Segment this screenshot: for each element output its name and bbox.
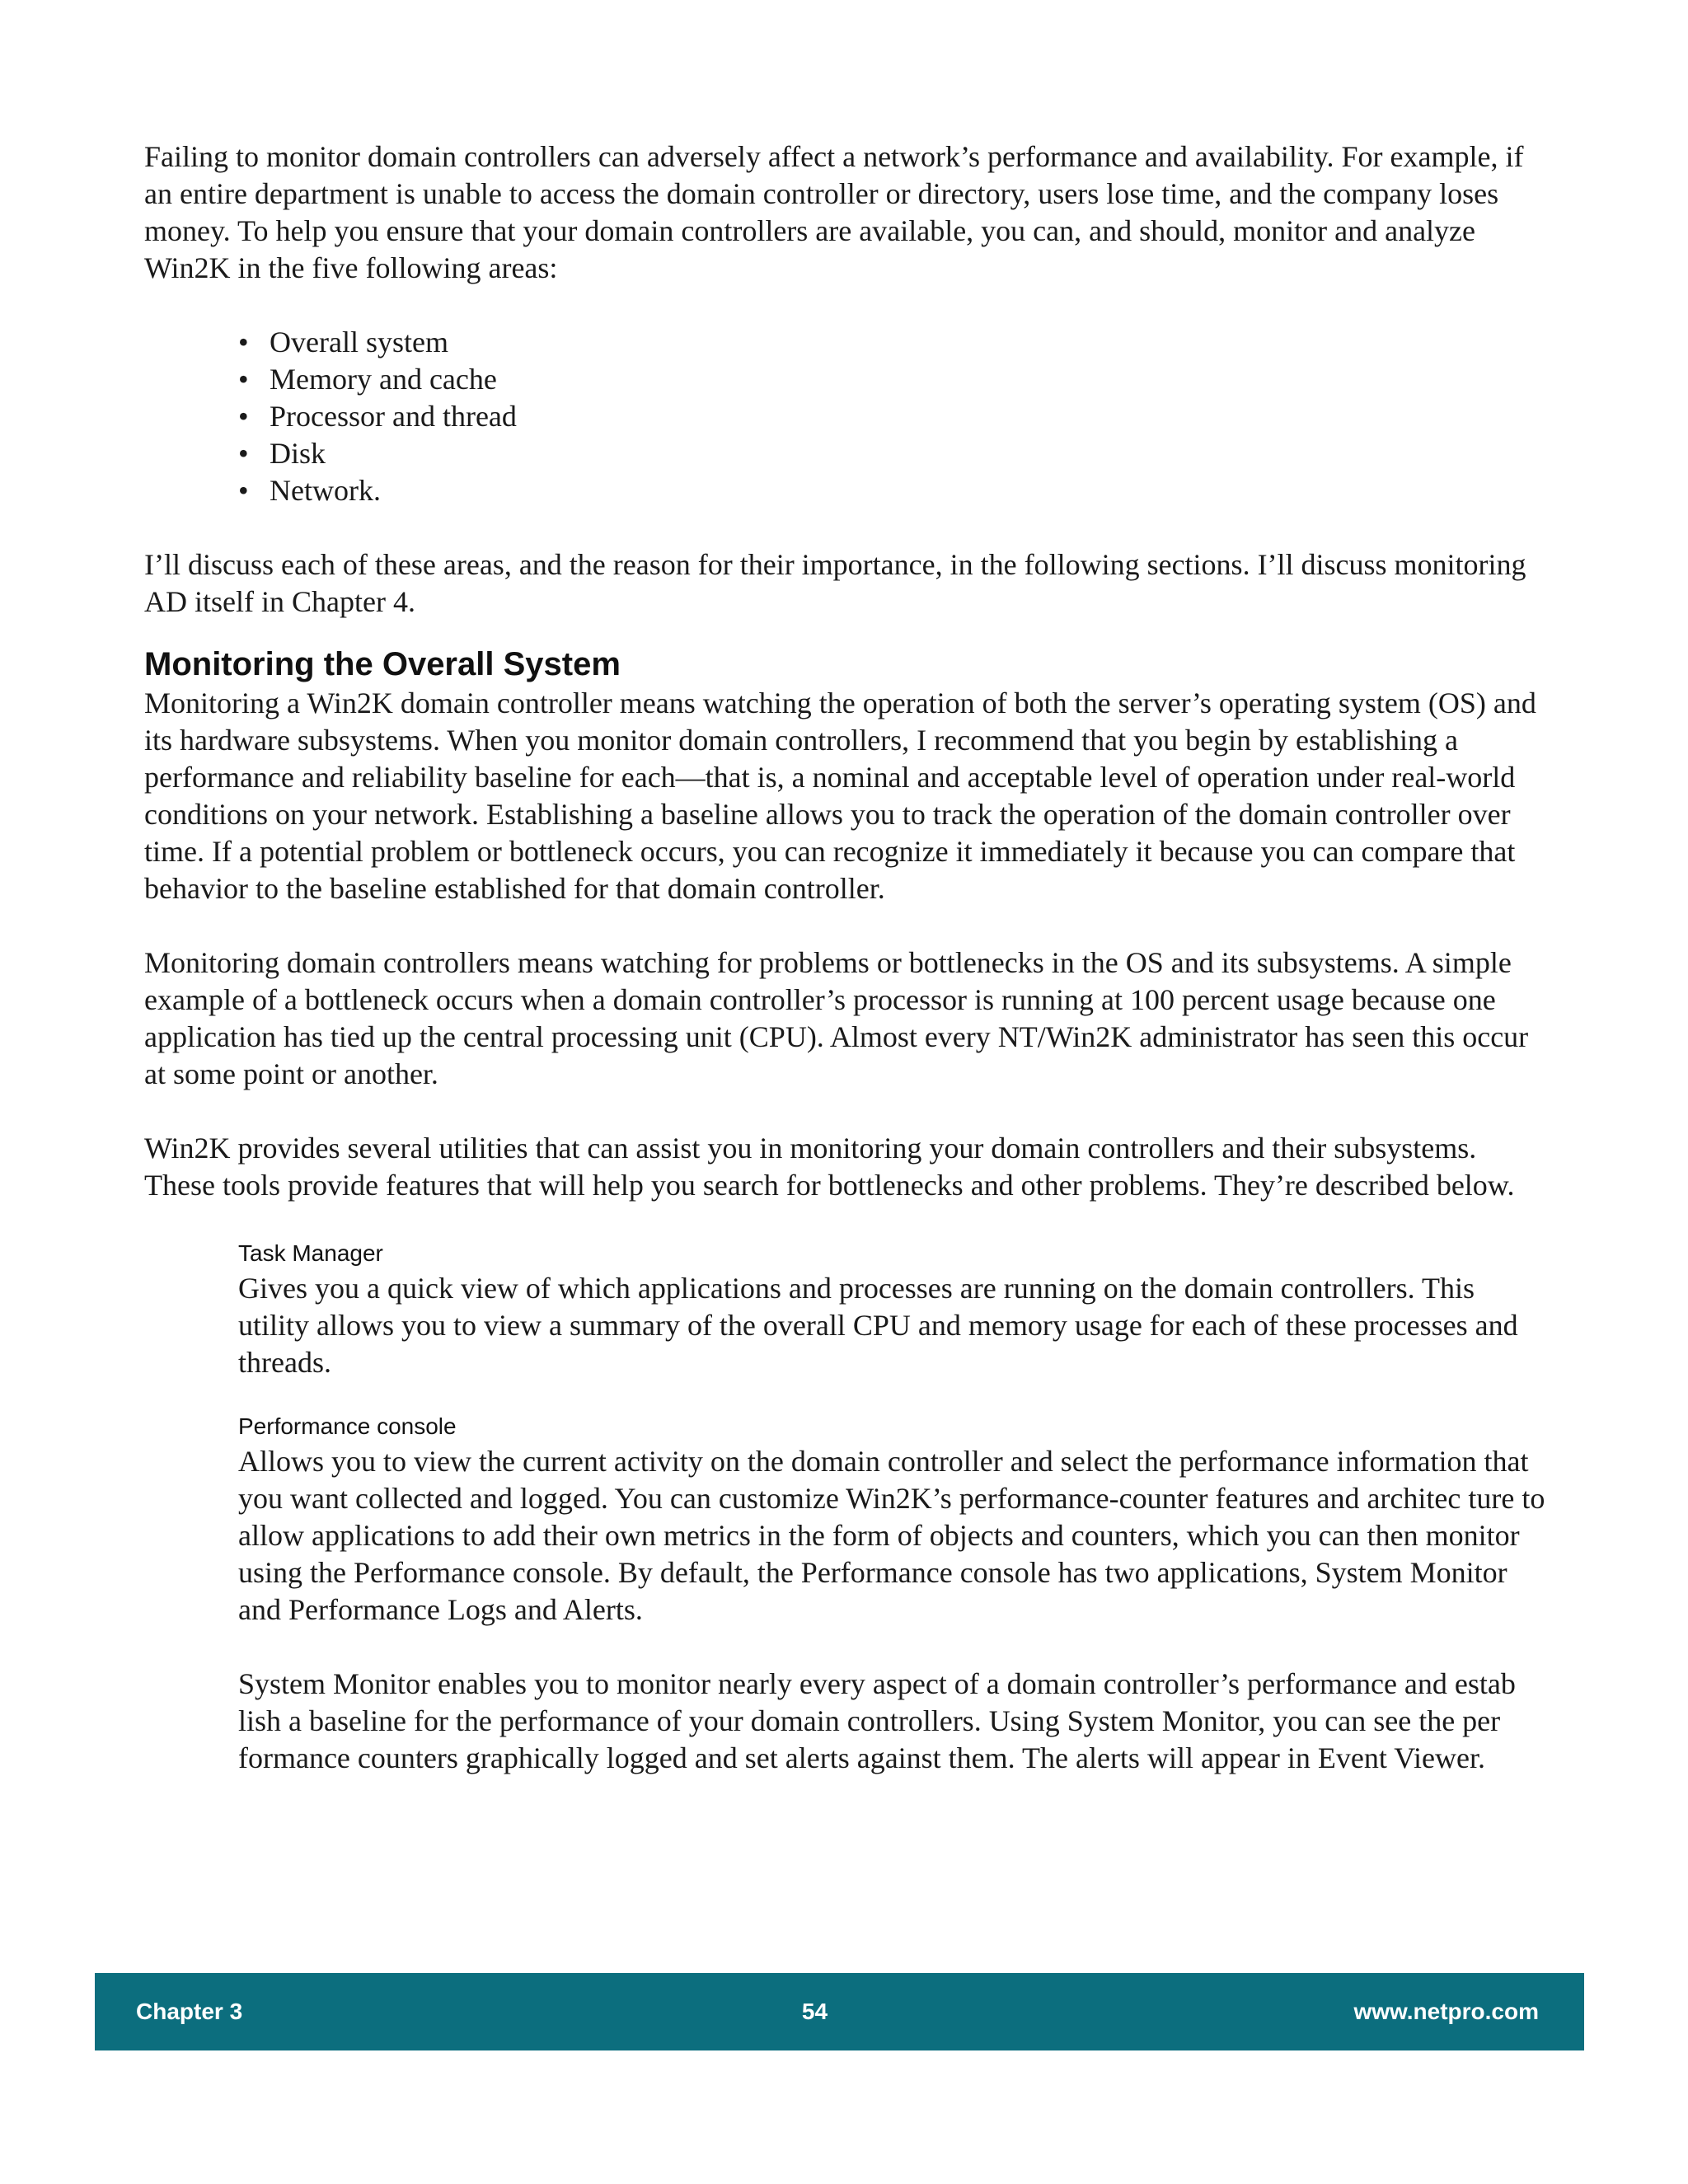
body-paragraph: Monitoring domain controllers means watching for problems or bottlenecks in the OS and its subsystems. A simple example of a bottleneck occurs when a domain controller’s processor is running at 100 percent usage because one application has tied up the central processing unit (CPU). Almost every NT/Win2K administrator has seen this occur at some point or another.: [144, 946, 1529, 1090]
list-item: • Processor and thread: [238, 398, 1545, 435]
tool-description: System Monitor enables you to monitor nearly every aspect of a domain controller’s performance and estab lish a baseline for the performance of your domain controllers. Using System Monitor, you can see the per formance counters graphically logged and set alerts against them. The alerts will appear in Event Viewer.: [238, 1667, 1516, 1774]
tool-description: Allows you to view the current activity on the domain controller and select the performance information that you want collected and logged. You can customize Win2K’s performance-counter features and architec ture to allow applications to add their own metrics in the form of objects and counters, which you can then monitor using the Performance console. By default, the Performance console has two applications, System Monitor and Performance Logs and Alerts.: [238, 1445, 1545, 1626]
tool-name: Task Manager: [238, 1240, 383, 1266]
footer-page-number: 54: [801, 1999, 828, 2024]
list-item: • Overall system: [238, 324, 1545, 361]
section-heading: Monitoring the Overall System: [144, 646, 621, 682]
page-body: [144, 138, 1545, 1777]
footer-url[interactable]: www.netpro.com: [1353, 1999, 1539, 2024]
monitoring-areas-list: [144, 324, 1545, 509]
tool-description: Gives you a quick view of which applications and processes are running on the domain controllers. This utility allows you to view a summary of the overall CPU and memory usage for each of these processes and threads.: [238, 1272, 1518, 1379]
body-paragraph: Monitoring a Win2K domain controller means watching the operation of both the server’s operating system (OS) and its hardware subsystems. When you monitor domain controllers, I recommend that you begin by establishing a performance and reliability baseline for each—that is, a nominal and acceptable level of operation under real-world conditions on your network. Establishing a baseline allows you to track the operation of the domain controller over time. If a potential problem or bottleneck occurs, you can recognize it immediately it because you can compare that behavior to the baseline established for that domain controller.: [144, 687, 1536, 905]
list-item: • Disk: [238, 435, 1545, 472]
tool-performance-console: [238, 1410, 1545, 1777]
intro-paragraph: Failing to monitor domain controllers can adversely affect a network’s performance and availability. For example, if an entire department is unable to access the domain controller or directory, users lose time, and the company loses money. To help you ensure that your domain controllers are available, you can, and should, monitor and analyze Win2K in the five following areas:: [144, 140, 1524, 284]
tool-task-manager: [238, 1237, 1545, 1381]
tool-name: Performance console: [238, 1413, 457, 1439]
followup-paragraph: I’ll discuss each of these areas, and the reason for their importance, in the following sections. I’ll discuss monitoring AD itself in Chapter 4.: [144, 548, 1526, 618]
list-item: • Memory and cache: [238, 361, 1545, 398]
footer-chapter: Chapter 3: [136, 1999, 243, 2024]
body-paragraph: Win2K provides several utilities that can assist you in monitoring your domain controllers and their subsystems. These tools provide features that will help you search for bottlenecks and other problems. They’re described below.: [144, 1132, 1515, 1202]
page-footer: [95, 1973, 1584, 2050]
list-item: • Network.: [238, 472, 1545, 509]
